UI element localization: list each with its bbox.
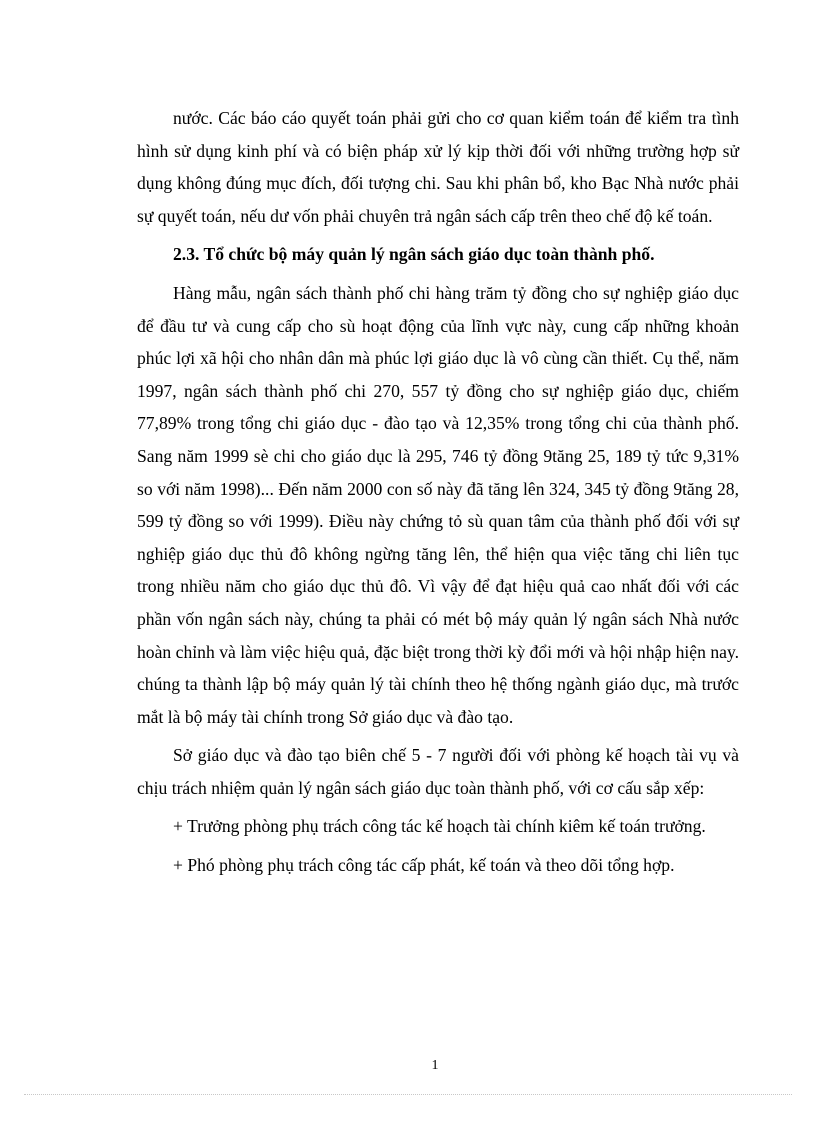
footer-divider bbox=[24, 1094, 792, 1095]
list-item-head-of-department: + Trưởng phòng phụ trách công tác kế hoạch tài chính kiêm kế toán trưởng. bbox=[173, 816, 706, 837]
section-heading: 2.3. Tổ chức bộ máy quản lý ngân sách giáo dục toàn thành phố. bbox=[173, 244, 655, 265]
page-number: 1 bbox=[431, 1058, 439, 1073]
list-item-deputy-head: + Phó phòng phụ trách công tác cấp phát, kế toán và theo dõi tổng hợp. bbox=[173, 855, 675, 876]
paragraph-continuation: nước. Các báo cáo quyết toán phải gửi cho cơ quan kiểm toán để kiểm tra tình hình sử dụng kinh phí và có biện pháp xử lý kịp thời đối với những trường hợp sử dụng không đúng mục đích, đối tượng chi. Sau khi phân bổ, kho Bạc Nhà nước phải sự quyết toán, nếu dư vốn phải chuyên trả ngân sách cấp trên theo chế độ kế toán. bbox=[137, 108, 739, 226]
page-body bbox=[137, 102, 739, 882]
paragraph-staffing: Sở giáo dục và đào tạo biên chế 5 - 7 người đối với phòng kế hoạch tài vụ và chịu trách nhiệm quản lý ngân sách giáo dục toàn thành phố, với cơ cấu sắp xếp: bbox=[137, 745, 739, 798]
paragraph-budget-overview: Hàng mẫu, ngân sách thành phố chi hàng trăm tỷ đồng cho sự nghiệp giáo dục để đầu tư và cung cấp cho sù hoạt động của lĩnh vực này, cung cấp những khoản phúc lợi xã hội cho nhân dân mà phúc lợi giáo dục là vô cùng cần thiết. Cụ thể, năm 1997, ngân sách thành phố chi 270, 557 tỷ đồng cho sự nghiệp giáo dục, chiếm 77,89% trong tổng chi giáo dục - đào tạo và 12,35% trong tổng chi của thành phố. Sang năm 1999 sè chi cho giáo dục là 295, 746 tỷ đồng 9tăng 25, 189 tỷ tức 9,31% so với năm 1998)... Đến năm 2000 con số này đã tăng lên 324, 345 tỷ đồng 9tăng 28, 599 tỷ đồng so với 1999). Điều này chứng tỏ sù quan tâm của thành phố đối với sự nghiệp giáo dục thủ đô không ngừng tăng lên, thể hiện qua việc tăng chi liên tục trong nhiều năm cho giáo dục thủ đô. Vì vậy để đạt hiệu quả cao nhất đối với các phần vốn ngân sách này, chúng ta phải có mét bộ máy quản lý ngân sách Nhà nước hoàn chỉnh và làm việc hiệu quả, đặc biệt trong thời kỳ đổi mới và hội nhập hiện nay. chúng ta thành lập bộ máy quản lý tài chính theo hệ thống ngành giáo dục, mà trước mắt là bộ máy tài chính trong Sở giáo dục và đào tạo. bbox=[137, 282, 739, 727]
